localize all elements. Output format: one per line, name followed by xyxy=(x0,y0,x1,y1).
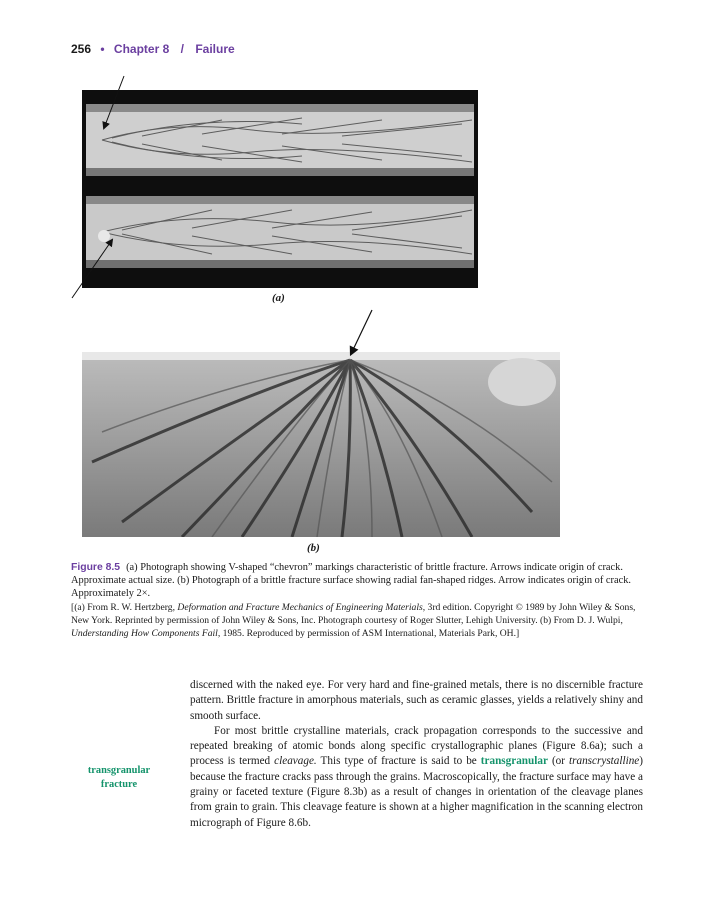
figure-label: Figure 8.5 xyxy=(71,562,121,573)
figure-photo-a xyxy=(82,90,478,288)
paragraph xyxy=(190,724,643,831)
text-run: For most brittle crystalline materials, crack propagation corresponds to the successive and repeated breaking of atomic bonds along specific crystallographic planes (Figure 8.6a); such a process is termed xyxy=(190,724,643,768)
credit-text: [(a) From R. W. Hertzberg, xyxy=(71,601,178,613)
text-run: This type of fracture is said to be xyxy=(316,755,481,768)
figure-credit xyxy=(71,601,643,640)
chapter-title: Failure xyxy=(195,42,235,56)
running-header xyxy=(71,42,235,56)
panel-label-a: (a) xyxy=(272,292,285,304)
credit-text: 3rd edition. Copyright © 1989 by John Wiley & Sons, New York. Reprinted by permission of John Wiley & Sons, Inc. Photograph courtesy of Roger Slutter, Lehigh University. (b) From D. J. Wulpi, xyxy=(71,601,636,626)
caption-body: (a) Photograph showing V-shaped “chevron” markings characteristic of brittle fracture. Arrows indicate origin of crack. Approximate actual size. (b) Photograph of a brittle fracture surface showing radial fan-shaped ridges. Arrow indicates origin of crack. Approximately 2×. xyxy=(71,562,632,600)
header-slash: / xyxy=(180,42,184,56)
margin-glossary-note xyxy=(72,764,166,792)
body-text xyxy=(190,678,643,831)
figure-photo-b xyxy=(82,352,560,537)
header-bullet: • xyxy=(100,42,105,56)
arrow-icon xyxy=(351,310,372,354)
glossary-term: transgranular xyxy=(480,755,548,768)
credit-book-title: Understanding How Components Fail, xyxy=(71,627,221,639)
chevron-fracture-image xyxy=(82,90,478,288)
text-run: (or xyxy=(547,755,570,768)
paragraph: discerned with the naked eye. For very hard and fine-grained metals, there is no discernible fracture pattern. Brittle fracture in amorphous materials, such as ceramic glasses, yields a relatively shiny and smooth surface. xyxy=(190,679,643,722)
margin-term-line: fracture xyxy=(100,779,138,790)
radial-ridge-image xyxy=(82,352,560,537)
panel-label-b: (b) xyxy=(307,542,320,554)
page-number: 256 xyxy=(71,42,92,56)
figure-caption xyxy=(71,561,643,640)
margin-term-line: transgranular xyxy=(87,765,151,776)
credit-text: 1985. Reproduced by permission of ASM International, Materials Park, OH.] xyxy=(220,627,520,639)
text-run: ) because the fracture cracks pass through the grains. Macroscopically, the fracture surface may have a grainy or faceted texture (Figure 8.3b) as a result of changes in orientation of the cleavage planes from grain to grain. This cleavage feature is shown at a higher magnification in the scanning electron micrograph of Figure 8.6b. xyxy=(190,755,643,829)
credit-book-title: Deformation and Fracture Mechanics of Engineering Materials, xyxy=(177,601,426,613)
chapter-label: Chapter 8 xyxy=(113,42,170,56)
italic-term: transcrystalline xyxy=(569,755,640,768)
italic-term: cleavage. xyxy=(274,755,317,768)
caption-text xyxy=(71,561,643,601)
